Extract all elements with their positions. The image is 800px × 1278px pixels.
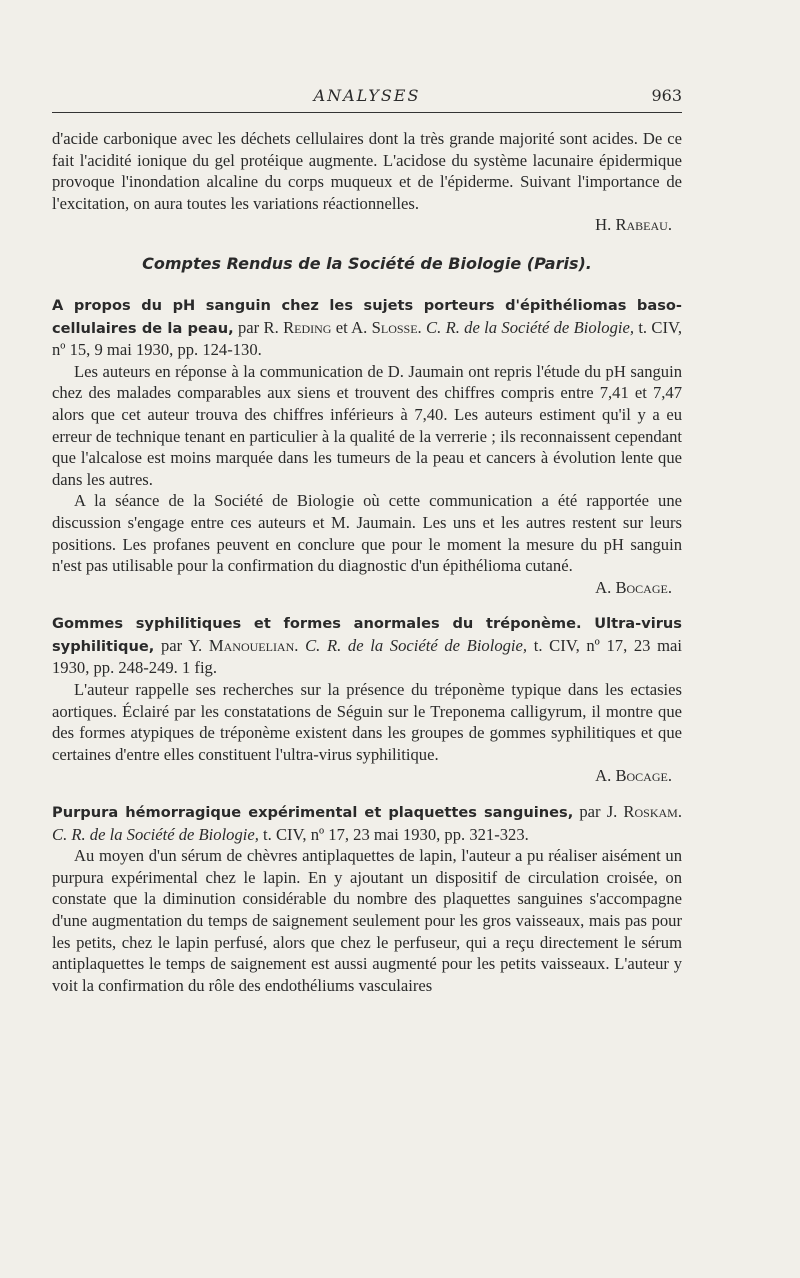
article-paragraph: Les auteurs en réponse à la communication de D. Jaumain ont repris l'étude du pH sanguin chez des malades comparables aux siens et trouvent des chiffres compris entre 7,41 et 7,47 alors que cet auteur trouva des chiffres inférieurs à 7,40. Les auteurs estiment qu'il y a eu erreur de technique tenant en particulier à la qualité de la verrerie ; ils reconnaissent cependant que l'alcalose est moins marquée dans les tumeurs de la peau et cancers à évolution lente que dans les autres. <box>52 361 682 489</box>
signature <box>52 214 682 236</box>
page-body <box>52 128 682 996</box>
journal-name: C. R. de la Société de Biologie, <box>305 635 528 655</box>
article-title: Purpura hémorragique expérimental et plaquettes sanguines, <box>52 804 574 822</box>
signature-initial: H. <box>595 215 612 235</box>
article-heading <box>52 801 682 845</box>
ref-pre: par R. <box>233 317 284 337</box>
continuation-paragraph: d'acide carbonique avec les déchets cellulaires dont la très grande majorité sont acides. De ce fait l'acidité ionique du gel protéique augmente. L'acidose du système lacunaire épidermique provoque l'inondation alcaline du corps muqueux et de l'épiderme. Suivant l'importance de l'excitation, on aura toutes les variations réactionnelles. <box>52 129 682 213</box>
article-paragraph: L'auteur rappelle ses recherches sur la présence du tréponème typique dans les ectasies aortiques. Éclairé par les constatations de Séguin sur le Treponema calligyrum, il montre que des formes atypiques de tréponème existent dans les groupes de gommes syphilitiques et que certaines d'entre elles constituent l'ultra-virus syphilitique. <box>52 680 682 764</box>
ref-post: . <box>677 802 682 822</box>
ref-tail: t. CIV, nº 17, 23 mai 1930, pp. 321-323. <box>258 824 529 844</box>
article-heading <box>52 612 682 679</box>
ref-tail: t. CIV, nº 17, 23 mai 1930, pp. 248-249. 1 fig. <box>52 635 683 678</box>
journal-name: C. R. de la Société de Biologie, <box>426 317 634 337</box>
article <box>52 801 682 996</box>
article-paragraph: A la séance de la Société de Biologie où cette communication a été rapportée une discussion s'engage entre ces auteurs et M. Jaumain. Les uns et les autres restent sur leurs positions. Les profanes peuvent en conclure que pour le moment la mesure du pH sanguin n'est pas utilisable pour la confirmation du diagnostic d'un épithélioma cutané. <box>52 491 682 576</box>
author-name: Reding <box>283 317 332 337</box>
signature-name: Bocage. <box>615 577 672 597</box>
page-number: 963 <box>651 86 682 105</box>
author-name: Roskam <box>623 802 678 822</box>
journal-name: C. R. de la Société de Biologie, <box>52 824 259 844</box>
article <box>52 294 682 598</box>
article-heading <box>52 294 682 361</box>
ref-pre: par J. <box>573 802 624 822</box>
article-paragraph: Au moyen d'un sérum de chèvres antiplaquettes de lapin, l'auteur a pu réaliser aisément un purpura expérimental chez le lapin. En y ajoutant un dispositif de circulation croisée, on constate que la diminution considérable du nombre des plaquettes sanguines s'accompagne d'une augmentation du temps de saignement seulement pour les gros vaisseaux, mais pas pour les petits, chez le lapin perfusé, alors que chez le perfuseur, qui a reçu directement le sérum antiplaquettes le temps de saignement est aussi augmenté pour les petits vaisseaux. L'auteur y voit la confirmation du rôle des endothéliums vasculaires <box>52 846 682 995</box>
signature-name: Rabeau. <box>615 215 672 235</box>
author-name: Slosse <box>371 317 418 337</box>
ref-post: . <box>294 635 306 655</box>
page-header <box>52 84 682 113</box>
ref-pre: par Y. <box>154 635 209 655</box>
signature-initial: A. <box>595 766 612 786</box>
ref-post: . <box>417 317 427 337</box>
ref-tail: t. CIV, nº 15, 9 mai 1930, pp. 124-130. <box>52 317 682 360</box>
signature <box>52 765 682 787</box>
article-title: Gommes syphilitiques et formes anormales du tréponème. Ultra-virus syphilitique, <box>52 615 682 655</box>
signature <box>52 577 682 599</box>
article-title: A propos du pH sanguin chez les sujets porteurs d'épithéliomas baso-cellulaires de la peau, <box>52 296 682 337</box>
signature-name: Bocage. <box>615 766 672 786</box>
running-title: ANALYSES <box>313 86 421 105</box>
article <box>52 612 682 787</box>
author-name: Manouelian <box>208 635 295 655</box>
section-title: Comptes Rendus de la Société de Biologie (Paris). <box>142 253 592 273</box>
ref-mid: et A. <box>331 317 372 337</box>
signature-initial: A. <box>595 577 612 597</box>
